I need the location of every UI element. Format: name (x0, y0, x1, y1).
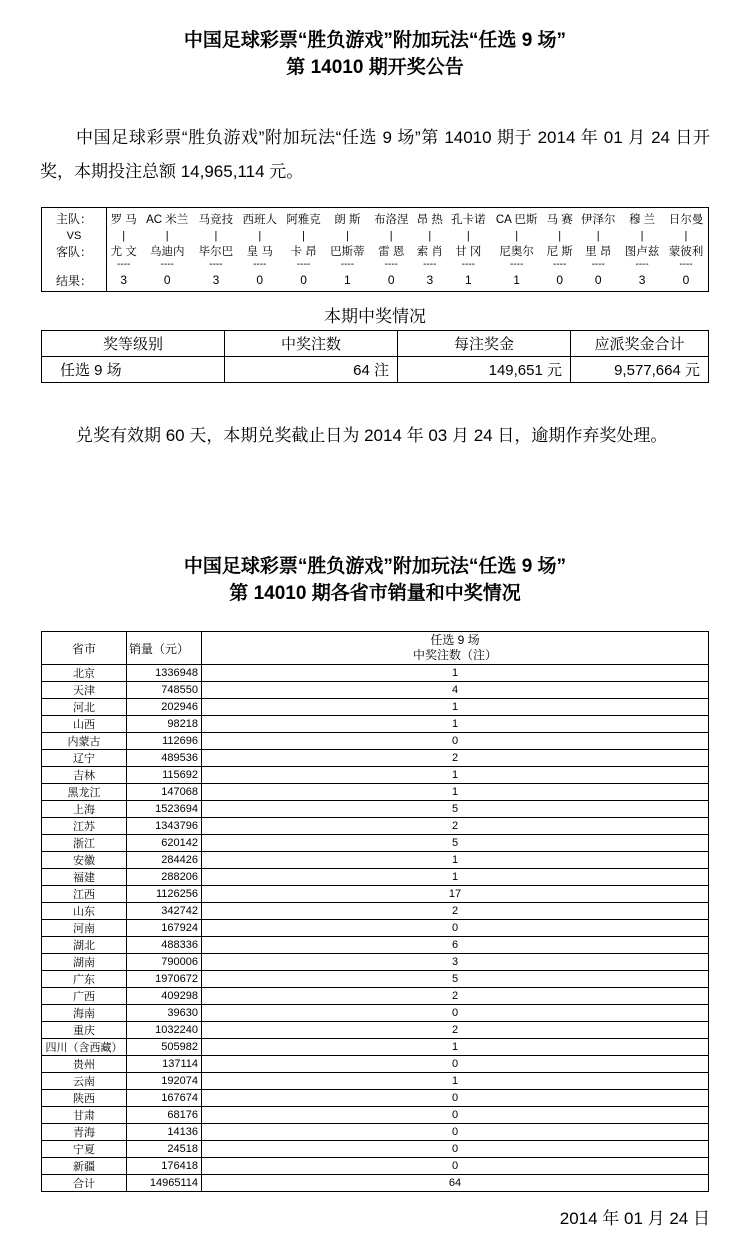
province-name-cell: 海南 (42, 1005, 127, 1022)
count-cell: 1 (202, 869, 709, 886)
count-cell: 0 (202, 1107, 709, 1124)
province-name-cell: 浙江 (42, 835, 127, 852)
sales-column-header: 销量（元） (127, 632, 202, 665)
province-row (42, 1175, 709, 1192)
province-column-header: 省市 (42, 632, 127, 665)
province-row (42, 869, 709, 886)
sales-cell: 24518 (127, 1141, 202, 1158)
count-cell: 17 (202, 886, 709, 903)
count-cell: 2 (202, 818, 709, 835)
section2-title (0, 553, 750, 607)
province-name-cell: 湖北 (42, 937, 127, 954)
prize-cell: 64 注 (225, 357, 398, 383)
province-row (42, 750, 709, 767)
match-cell: 马 赛 (546, 213, 573, 226)
match-cell: ---- (117, 258, 131, 270)
sales-cell: 68176 (127, 1107, 202, 1124)
count-cell: 1 (202, 699, 709, 716)
match-cell: 巴斯蒂 (330, 246, 365, 258)
match-cell: | (428, 229, 432, 242)
match-cell: | (640, 229, 644, 242)
match-cell: 尤 文 (110, 246, 137, 258)
province-row (42, 682, 709, 699)
province-row (42, 801, 709, 818)
match-cell: ---- (423, 258, 437, 270)
count-cell: 0 (202, 733, 709, 750)
province-row (42, 971, 709, 988)
match-cell: 尼奥尔 (499, 246, 534, 258)
count-cell: 0 (202, 1141, 709, 1158)
match-cell: | (596, 229, 600, 242)
match-cell: ---- (209, 258, 223, 270)
match-row-label: 客队： (42, 242, 107, 260)
section2-title-line2: 第 14010 期各省市销量和中奖情况 (229, 583, 521, 604)
count-cell: 1 (202, 665, 709, 682)
match-cell: 皇 马 (246, 246, 273, 258)
province-name-cell: 福建 (42, 869, 127, 886)
province-name-cell: 江苏 (42, 818, 127, 835)
province-name-cell: 安徽 (42, 852, 127, 869)
sales-cell: 288206 (127, 869, 202, 886)
match-cell: 0 (387, 273, 395, 287)
province-row (42, 954, 709, 971)
match-cell: 卡 昂 (290, 246, 317, 258)
sales-cell: 98218 (127, 716, 202, 733)
prize-cell: 任选 9 场 (42, 357, 225, 383)
sales-cell: 39630 (127, 1005, 202, 1022)
match-cell: 阿雅克 (286, 213, 321, 226)
match-cell: 图卢兹 (624, 246, 660, 258)
province-name-cell: 山西 (42, 716, 127, 733)
match-cell: 里 昂 (585, 246, 612, 258)
sales-cell: 1523694 (127, 801, 202, 818)
sales-cell: 112696 (127, 733, 202, 750)
match-row-label: VS (42, 229, 107, 242)
match-cell: 0 (556, 273, 564, 287)
redemption-paragraph: 兑奖有效期 60 天，本期兑奖截止日为 2014 年 03 月 24 日，逾期作弃奖处理。 (76, 426, 668, 445)
province-name-cell: 广西 (42, 988, 127, 1005)
prize-column-header: 奖等级别 (42, 331, 225, 357)
match-cell: 3 (212, 273, 220, 287)
count-cell: 64 (202, 1175, 709, 1192)
province-name-cell: 甘肃 (42, 1107, 127, 1124)
match-table-row (42, 229, 709, 242)
match-cell: ---- (461, 258, 475, 270)
prize-section-heading: 本期中奖情况 (324, 307, 426, 326)
match-cell: AC 米兰 (146, 213, 189, 226)
match-cell: 昂 热 (416, 213, 443, 226)
province-row (42, 835, 709, 852)
province-row (42, 818, 709, 835)
match-cell: ---- (296, 258, 311, 270)
province-row (42, 988, 709, 1005)
match-results-table (41, 207, 709, 292)
sales-cell: 284426 (127, 852, 202, 869)
sales-cell: 137114 (127, 1056, 202, 1073)
province-row (42, 784, 709, 801)
match-cell: ---- (591, 258, 605, 270)
province-row (42, 937, 709, 954)
province-name-cell: 四川（含西藏） (42, 1039, 127, 1056)
match-row-label (42, 260, 107, 269)
match-cell: | (122, 229, 126, 242)
prize-table (41, 330, 709, 383)
page-title (0, 0, 750, 81)
sales-cell: 409298 (127, 988, 202, 1005)
province-row (42, 903, 709, 920)
sales-cell: 1126256 (127, 886, 202, 903)
match-cell: ---- (679, 258, 693, 270)
province-name-cell: 内蒙古 (42, 733, 127, 750)
count-cell: 0 (202, 1090, 709, 1107)
match-table-row (42, 242, 709, 260)
province-name-cell: 新疆 (42, 1158, 127, 1175)
count-cell: 0 (202, 1005, 709, 1022)
province-header-row (42, 632, 709, 665)
prize-column-header: 每注奖金 (398, 331, 571, 357)
sales-cell: 1343796 (127, 818, 202, 835)
sales-cell: 1970672 (127, 971, 202, 988)
province-name-cell: 合计 (42, 1175, 127, 1192)
sales-cell: 620142 (127, 835, 202, 852)
sales-cell: 14136 (127, 1124, 202, 1141)
province-name-cell: 云南 (42, 1073, 127, 1090)
match-cell: | (214, 229, 218, 242)
match-cell: 尼 斯 (546, 246, 573, 258)
province-row (42, 1073, 709, 1090)
count-header-line1: 任选 9 场 (430, 633, 480, 647)
match-cell: ---- (635, 258, 649, 270)
match-cell: 朗 斯 (334, 213, 361, 226)
province-row (42, 1107, 709, 1124)
match-cell: | (345, 229, 349, 242)
match-cell: 0 (682, 273, 690, 287)
prize-header-row (42, 331, 709, 357)
province-row (42, 920, 709, 937)
match-cell: ---- (509, 258, 524, 270)
match-cell: 1 (464, 273, 472, 287)
match-cell: 穆 兰 (628, 213, 656, 226)
count-cell: 5 (202, 801, 709, 818)
sales-cell: 1336948 (127, 665, 202, 682)
match-row-label: 主队： (42, 208, 107, 230)
match-cell: | (258, 229, 262, 242)
sales-cell: 167924 (127, 920, 202, 937)
announcement-date: 2014 年 01 月 24 日 (559, 1209, 710, 1228)
match-cell: 罗 马 (110, 213, 137, 226)
match-cell: | (389, 229, 393, 242)
sales-cell: 115692 (127, 767, 202, 784)
province-row (42, 1005, 709, 1022)
match-cell: 布洛涅 (373, 213, 409, 226)
province-name-cell: 北京 (42, 665, 127, 682)
match-cell: 3 (120, 273, 128, 287)
province-name-cell: 河南 (42, 920, 127, 937)
match-cell: ---- (384, 258, 398, 270)
match-cell: 3 (638, 273, 646, 287)
match-cell: 蒙彼利 (668, 246, 704, 258)
match-cell: ---- (160, 258, 174, 270)
province-row (42, 1022, 709, 1039)
sales-cell: 1032240 (127, 1022, 202, 1039)
count-cell: 2 (202, 988, 709, 1005)
sales-cell: 167674 (127, 1090, 202, 1107)
match-table-row (42, 269, 709, 292)
province-name-cell: 吉林 (42, 767, 127, 784)
intro-paragraph: 中国足球彩票“胜负游戏”附加玩法“任选 9 场”第 14010 期于 2014 年 01 月 24 日开奖，本期投注总额 14,965,114 元。 (40, 128, 710, 181)
province-name-cell: 广东 (42, 971, 127, 988)
prize-data-row (42, 357, 709, 383)
count-cell: 5 (202, 835, 709, 852)
count-cell: 0 (202, 1158, 709, 1175)
province-name-cell: 上海 (42, 801, 127, 818)
count-cell: 0 (202, 920, 709, 937)
sales-cell: 192074 (127, 1073, 202, 1090)
count-cell: 1 (202, 1073, 709, 1090)
count-cell: 2 (202, 750, 709, 767)
section2-title-line1: 中国足球彩票“胜负游戏”附加玩法“任选 9 场” (183, 556, 567, 577)
sales-cell: 176418 (127, 1158, 202, 1175)
sales-cell: 147068 (127, 784, 202, 801)
sales-cell: 489536 (127, 750, 202, 767)
province-row (42, 1158, 709, 1175)
count-cell: 3 (202, 954, 709, 971)
province-name-cell: 河北 (42, 699, 127, 716)
match-table-row (42, 260, 709, 269)
province-name-cell: 宁夏 (42, 1141, 127, 1158)
match-cell: 马竞技 (198, 213, 234, 226)
match-cell: 0 (163, 273, 171, 287)
count-cell: 4 (202, 682, 709, 699)
match-cell: 日尔曼 (668, 213, 704, 226)
province-row (42, 886, 709, 903)
match-cell: 毕尔巴 (198, 246, 234, 258)
match-cell: | (515, 229, 519, 242)
match-cell: 雷 恩 (378, 246, 405, 258)
match-cell: 甘 冈 (455, 246, 482, 258)
province-row (42, 1039, 709, 1056)
match-cell: 乌迪内 (149, 246, 185, 258)
prize-column-header: 应派奖金合计 (571, 331, 709, 357)
sales-cell: 342742 (127, 903, 202, 920)
prize-cell: 149,651 元 (398, 357, 571, 383)
province-row (42, 1056, 709, 1073)
match-cell: 1 (513, 273, 520, 287)
page-title-line1: 中国足球彩票“胜负游戏”附加玩法“任选 9 场” (183, 30, 567, 51)
prize-cell: 9,577,664 元 (571, 357, 709, 383)
province-name-cell: 辽宁 (42, 750, 127, 767)
province-name-cell: 湖南 (42, 954, 127, 971)
match-cell: 0 (256, 273, 264, 287)
match-cell: ---- (340, 258, 355, 270)
province-row (42, 699, 709, 716)
sales-cell: 748550 (127, 682, 202, 699)
match-cell: | (302, 229, 305, 242)
count-cell: 2 (202, 1022, 709, 1039)
match-cell: 0 (300, 273, 307, 287)
province-row (42, 733, 709, 750)
match-cell: CA 巴斯 (495, 213, 538, 226)
match-cell: 索 肖 (416, 246, 443, 258)
province-name-cell: 陕西 (42, 1090, 127, 1107)
province-row (42, 1090, 709, 1107)
province-row (42, 665, 709, 682)
count-cell: 5 (202, 971, 709, 988)
count-cell: 0 (202, 1056, 709, 1073)
match-cell: 伊泽尔 (580, 213, 616, 226)
count-cell: 1 (202, 767, 709, 784)
count-column-header (202, 632, 709, 665)
province-name-cell: 山东 (42, 903, 127, 920)
province-name-cell: 江西 (42, 886, 127, 903)
province-row (42, 767, 709, 784)
count-header-line2: 中奖注数（注） (412, 648, 497, 662)
match-cell: ---- (553, 258, 567, 270)
count-cell: 2 (202, 903, 709, 920)
province-row (42, 1124, 709, 1141)
province-name-cell: 青海 (42, 1124, 127, 1141)
sales-cell: 202946 (127, 699, 202, 716)
count-cell: 1 (202, 1039, 709, 1056)
count-cell: 1 (202, 852, 709, 869)
province-row (42, 852, 709, 869)
match-cell: | (558, 229, 562, 242)
province-row (42, 1141, 709, 1158)
count-cell: 6 (202, 937, 709, 954)
province-name-cell: 黑龙江 (42, 784, 127, 801)
match-cell: 1 (344, 273, 351, 287)
count-cell: 1 (202, 784, 709, 801)
province-row (42, 716, 709, 733)
sales-cell: 14965114 (127, 1175, 202, 1192)
count-cell: 0 (202, 1124, 709, 1141)
match-cell: ---- (253, 258, 267, 270)
match-cell: 西班人 (242, 213, 277, 226)
sales-cell: 790006 (127, 954, 202, 971)
prize-column-header: 中奖注数 (225, 331, 398, 357)
page-title-line2: 第 14010 期开奖公告 (286, 57, 464, 78)
sales-cell: 488336 (127, 937, 202, 954)
province-name-cell: 贵州 (42, 1056, 127, 1073)
match-cell: | (466, 229, 470, 242)
match-cell: | (684, 229, 688, 242)
match-cell: | (165, 229, 169, 242)
province-name-cell: 天津 (42, 682, 127, 699)
sales-cell: 505982 (127, 1039, 202, 1056)
match-cell: 孔卡诺 (451, 213, 486, 226)
province-name-cell: 重庆 (42, 1022, 127, 1039)
match-table-row (42, 208, 709, 230)
match-row-label: 结果： (42, 269, 107, 292)
match-cell: 0 (594, 273, 602, 287)
count-cell: 1 (202, 716, 709, 733)
match-cell: 3 (426, 273, 434, 287)
province-sales-table (41, 631, 709, 1192)
